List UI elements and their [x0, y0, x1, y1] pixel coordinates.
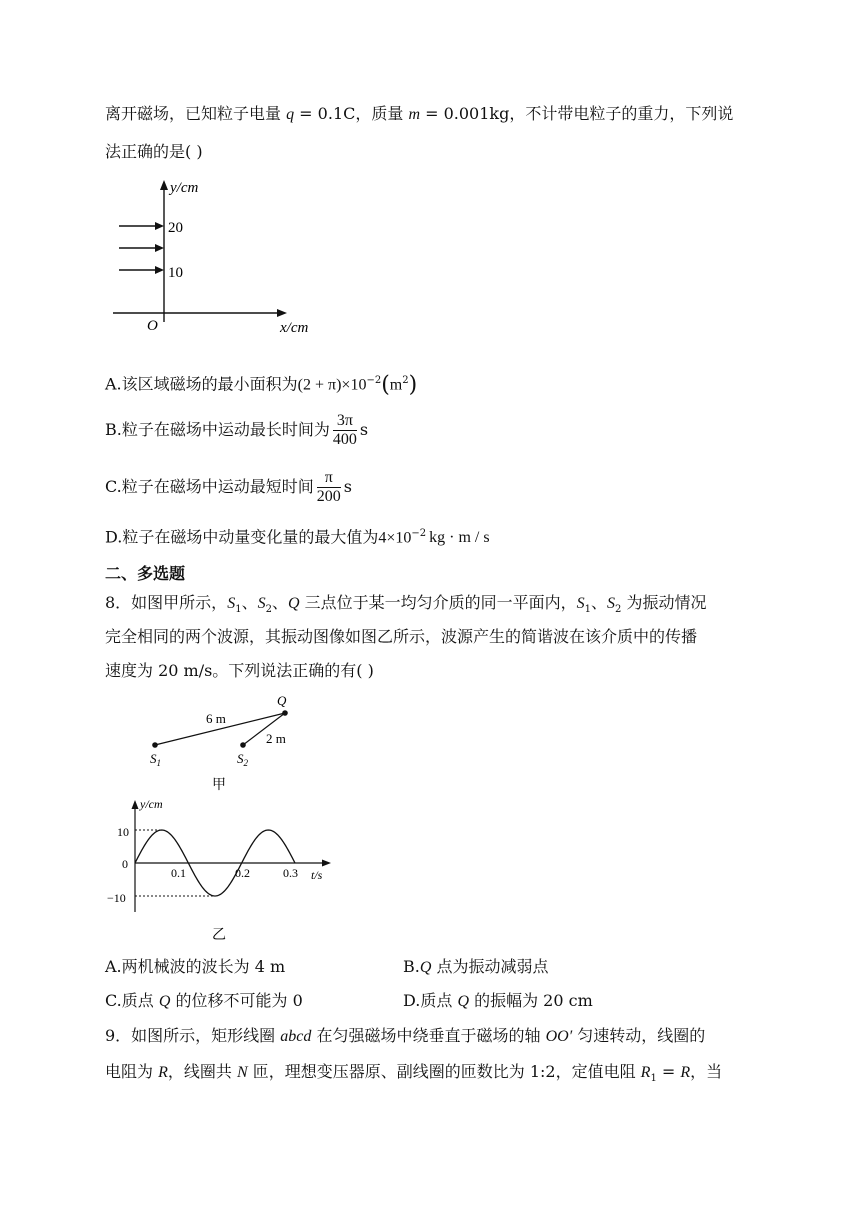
x-axis-label: x/cm	[280, 320, 309, 336]
q8-option-a: A.两机械波的波长为 4 m	[105, 957, 286, 976]
q8-figure-a	[140, 695, 320, 795]
fraction-c: $\frac{\pi}{200}$	[316, 469, 341, 505]
y-tick-neg10: −10	[107, 891, 126, 905]
q7-line-2: 法正确的是( )	[105, 142, 203, 161]
t-tick-0-1: 0.1	[171, 866, 186, 880]
q8-line-1: 8．如图甲所示，$S_1$、$S_2$、Q 三点位于某一均匀介质的同一平面内，$S_1$、$S_2$ 为振动情况	[105, 593, 707, 616]
q7-option-c: C.粒子在磁场中运动最短时间 $\frac{\pi}{200}$ s	[105, 469, 352, 505]
t-label: t/s	[311, 868, 323, 882]
q8-line-2: 完全相同的两个波源，其振动图像如图乙所示，波源产生的简谐波在该介质中的传播	[105, 627, 698, 646]
q7-option-a: A.该区域磁场的最小面积为$(2 + \pi)\times 10^{-2}(m^2)$	[105, 372, 418, 398]
figure-a-caption: 甲	[212, 778, 226, 793]
tick-label-10: 10	[168, 265, 183, 281]
t-tick-0-3: 0.3	[283, 866, 298, 880]
mass-value: = 0.001kg	[420, 104, 510, 123]
y-axis-label: y/cm	[170, 180, 199, 196]
q7-option-b: B.粒子在磁场中运动最长时间为 $\frac{3\pi}{400}$ s	[105, 412, 369, 448]
q8-figure-b	[105, 796, 345, 944]
y-label: y/cm	[140, 797, 163, 811]
point-s1-label: $S_1$	[150, 751, 161, 768]
q8-line-3: 速度为 20 m/s。下列说法正确的有( )	[105, 661, 374, 680]
charge-symbol: q	[286, 106, 295, 123]
mass-symbol: m	[408, 106, 421, 123]
q7-line-1: 离开磁场，已知粒子电量 q = 0.1C，质量 m = 0.001kg，不计带电粒子的重力，下列说	[105, 104, 734, 123]
q9-line-1: 9．如图所示，矩形线圈 abcd 在匀强磁场中绕垂直于磁场的轴 OO′ 匀速转动，线圈的	[105, 1026, 706, 1045]
t-tick-0-2: 0.2	[235, 866, 250, 880]
section-heading: 二、多选题	[105, 564, 186, 583]
figure-b-caption: 乙	[212, 928, 226, 943]
point-q-label: Q	[277, 695, 287, 708]
distance-2m-label: 2 m	[266, 731, 286, 746]
distance-6m-label: 6 m	[206, 711, 226, 726]
q8-option-b: B.Q 点为振动减弱点	[403, 957, 549, 976]
q8-option-c: C.质点 Q 的位移不可能为 0	[105, 991, 303, 1010]
q8-option-d: D.质点 Q 的振幅为 20 cm	[403, 991, 593, 1010]
q7-option-d: D.粒子在磁场中动量变化量的最大值为$4\times 10^{-2}$ kg · m / s	[105, 527, 490, 547]
y-tick-10: 10	[117, 825, 129, 839]
charge-value: = 0.1C	[294, 104, 356, 123]
q7-figure	[105, 172, 335, 342]
fraction-b: $\frac{3\pi}{400}$	[332, 412, 357, 448]
point-s2-label: $S_2$	[237, 751, 248, 768]
tick-label-20: 20	[168, 220, 183, 236]
q9-line-2: 电阻为 R，线圈共 N 匝，理想变压器原、副线圈的匝数比为 1:2，定值电阻 $R_1 = R$，当	[105, 1062, 723, 1085]
origin-label: O	[147, 318, 158, 334]
y-tick-0: 0	[122, 857, 128, 871]
